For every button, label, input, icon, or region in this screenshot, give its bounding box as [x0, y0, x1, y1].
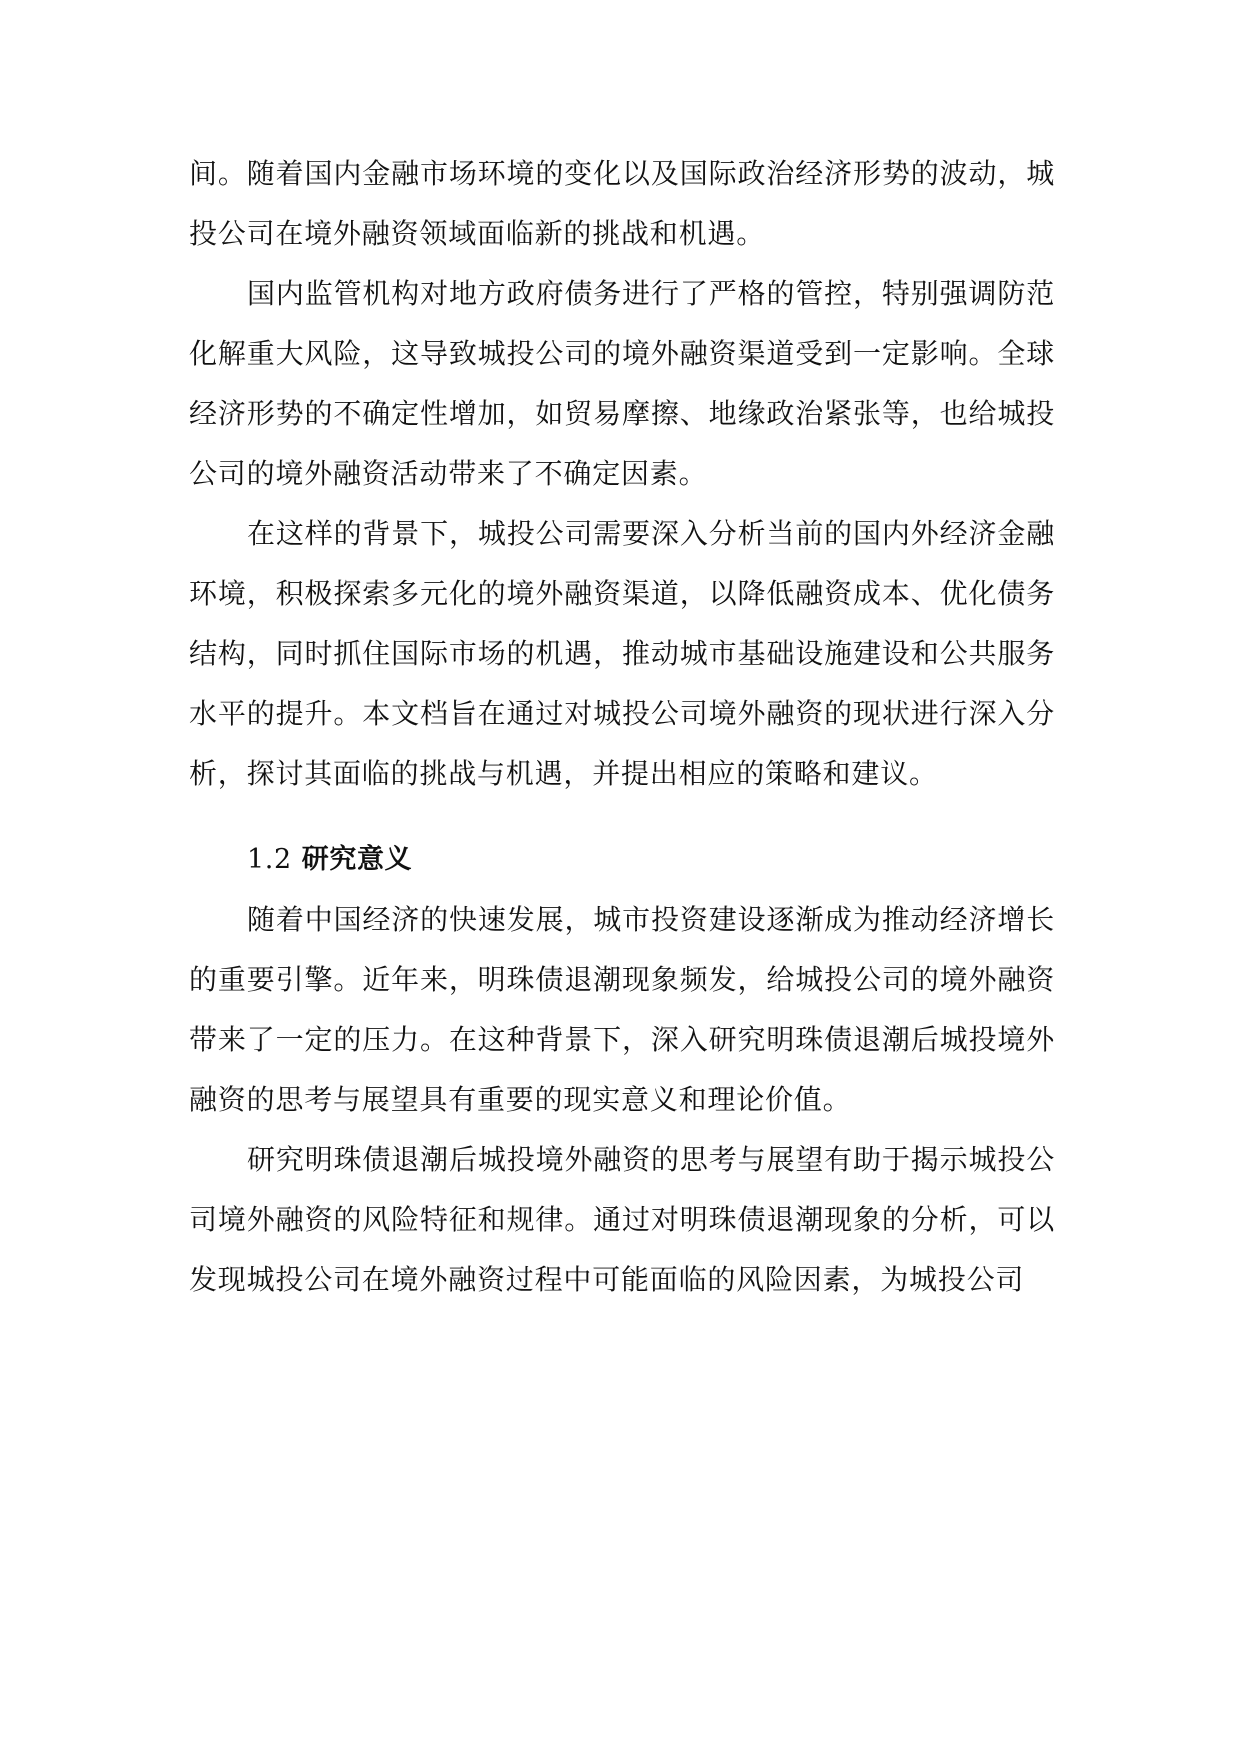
paragraph-regulation: 国内监管机构对地方政府债务进行了严格的管控，特别强调防范化解重大风险，这导致城投公司的境外融资渠道受到一定影响。全球经济形势的不确定性增加，如贸易摩擦、地缘政治紧张等，也给城投公司的境外融资活动带来了不确定因素。 — [189, 277, 1055, 490]
section-number: 1.2 — [247, 844, 292, 875]
document-body — [189, 144, 1055, 1310]
section-heading — [189, 830, 1055, 890]
section-title: 研究意义 — [301, 844, 413, 875]
paragraph-continued: 间。随着国内金融市场环境的变化以及国际政治经济形势的波动，城投公司在境外融资领域面临新的挑战和机遇。 — [189, 157, 1055, 250]
paragraph-significance-1: 随着中国经济的快速发展，城市投资建设逐渐成为推动经济增长的重要引擎。近年来，明珠债退潮现象频发，给城投公司的境外融资带来了一定的压力。在这种背景下，深入研究明珠债退潮后城投境外融资的思考与展望具有重要的现实意义和理论价值。 — [189, 903, 1055, 1116]
paragraph-background: 在这样的背景下，城投公司需要深入分析当前的国内外经济金融环境，积极探索多元化的境外融资渠道，以降低融资成本、优化债务结构，同时抓住国际市场的机遇，推动城市基础设施建设和公共服务水平的提升。本文档旨在通过对城投公司境外融资的现状进行深入分析，探讨其面临的挑战与机遇，并提出相应的策略和建议。 — [189, 517, 1055, 790]
paragraph-significance-2: 研究明珠债退潮后城投境外融资的思考与展望有助于揭示城投公司境外融资的风险特征和规律。通过对明珠债退潮现象的分析，可以发现城投公司在境外融资过程中可能面临的风险因素，为城投公司 — [189, 1143, 1055, 1296]
